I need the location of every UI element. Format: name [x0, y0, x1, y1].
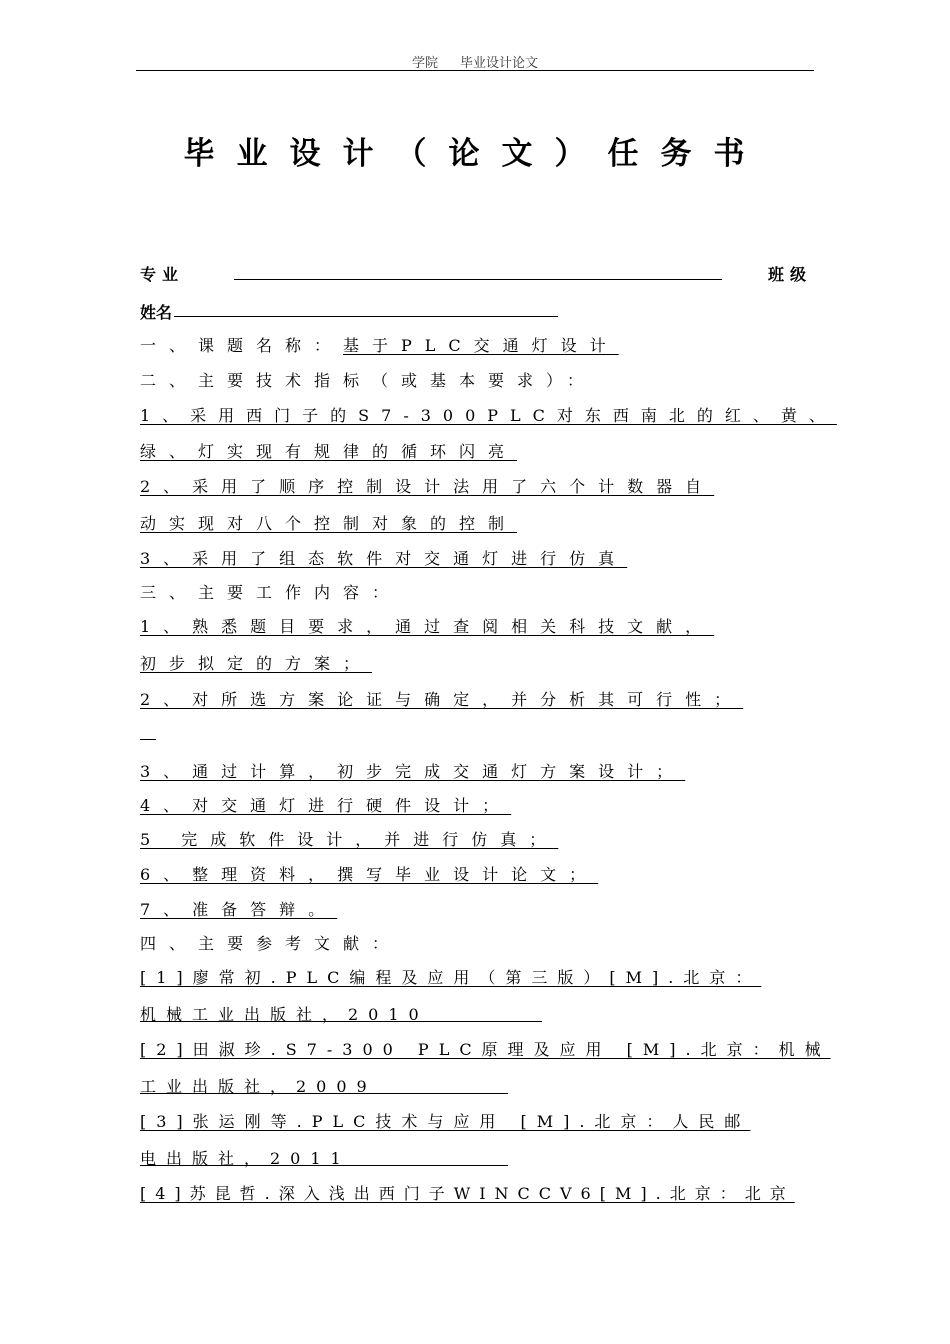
work-line-3: 2、对所选方案论证与确定，并分析其可行性；: [140, 690, 744, 709]
work-line-8: 7、准备答辩。: [140, 900, 338, 919]
topic-label: 一、课题名称：: [140, 336, 344, 355]
tech-line-4: 动实现对八个控制对象的控制: [140, 514, 518, 533]
page-title: 毕业设计（论文）任务书: [183, 136, 767, 172]
major-label: 专业: [140, 265, 185, 284]
ref-line-5: [3]张运刚等.PLC技术与应用 [M].北京：人民邮: [140, 1112, 751, 1131]
work-line-3-continuation: [140, 739, 156, 740]
ref-line-3: [2]田淑珍.S7-300 PLC原理及应用 [M].北京：机械: [140, 1040, 831, 1059]
ref-line-7: [4]苏昆哲.深入浅出西门子WINCCV6[M].北京：北京: [140, 1184, 795, 1203]
topic-value: 基于PLC交通灯设计: [343, 336, 619, 355]
ref-line-6-underline: [140, 1165, 508, 1166]
class-label: 班级: [768, 265, 813, 284]
ref-line-6: 电出版社，2011: [140, 1149, 351, 1168]
work-line-5: 4、对交通灯进行硬件设计；: [140, 796, 512, 815]
ref-line-2: 机械工业出版社，2010: [140, 1005, 429, 1024]
header-doc-type: 毕业设计论文: [460, 56, 539, 71]
name-blank: [174, 316, 558, 317]
tech-line-3: 2、采用了顺序控制设计法用了六个计数器自: [140, 477, 715, 496]
major-blank: [234, 279, 722, 280]
work-line-4: 3、通过计算，初步完成交通灯方案设计；: [140, 762, 686, 781]
header-rule: [136, 70, 814, 71]
tech-line-2: 绿、灯实现有规律的循环闪亮: [140, 442, 518, 461]
ref-line-4: 工业出版社，2009: [140, 1077, 377, 1096]
work-line-7: 6、整理资料，撰写毕业设计论文；: [140, 865, 599, 884]
page-header: [136, 52, 814, 71]
tech-line-1: 1、采用西门子的S7-300PLC对东西南北的红、黄、: [140, 406, 837, 425]
refs-label: 四、主要参考文献：: [140, 934, 402, 953]
topic-row: [140, 333, 619, 356]
header-school: 学院: [411, 56, 438, 71]
ref-line-1: [1]廖常初.PLC编程及应用（第三版）[M].北京：: [140, 968, 762, 987]
name-label: 姓名: [140, 303, 173, 322]
tech-line-5: 3、采用了组态软件对交通灯进行仿真: [140, 549, 628, 568]
work-line-1: 1、熟悉题目要求，通过查阅相关科技文献，: [140, 617, 715, 636]
tech-label: 二、主要技术指标（或基本要求）：: [140, 371, 597, 390]
ref-line-2-underline: [140, 1021, 542, 1022]
work-line-2: 初步拟定的方案；: [140, 654, 373, 673]
work-line-6: 5 完成软件设计，并进行仿真；: [140, 830, 559, 849]
ref-line-4-underline: [140, 1093, 508, 1094]
work-label: 三、主要工作内容：: [140, 583, 402, 602]
